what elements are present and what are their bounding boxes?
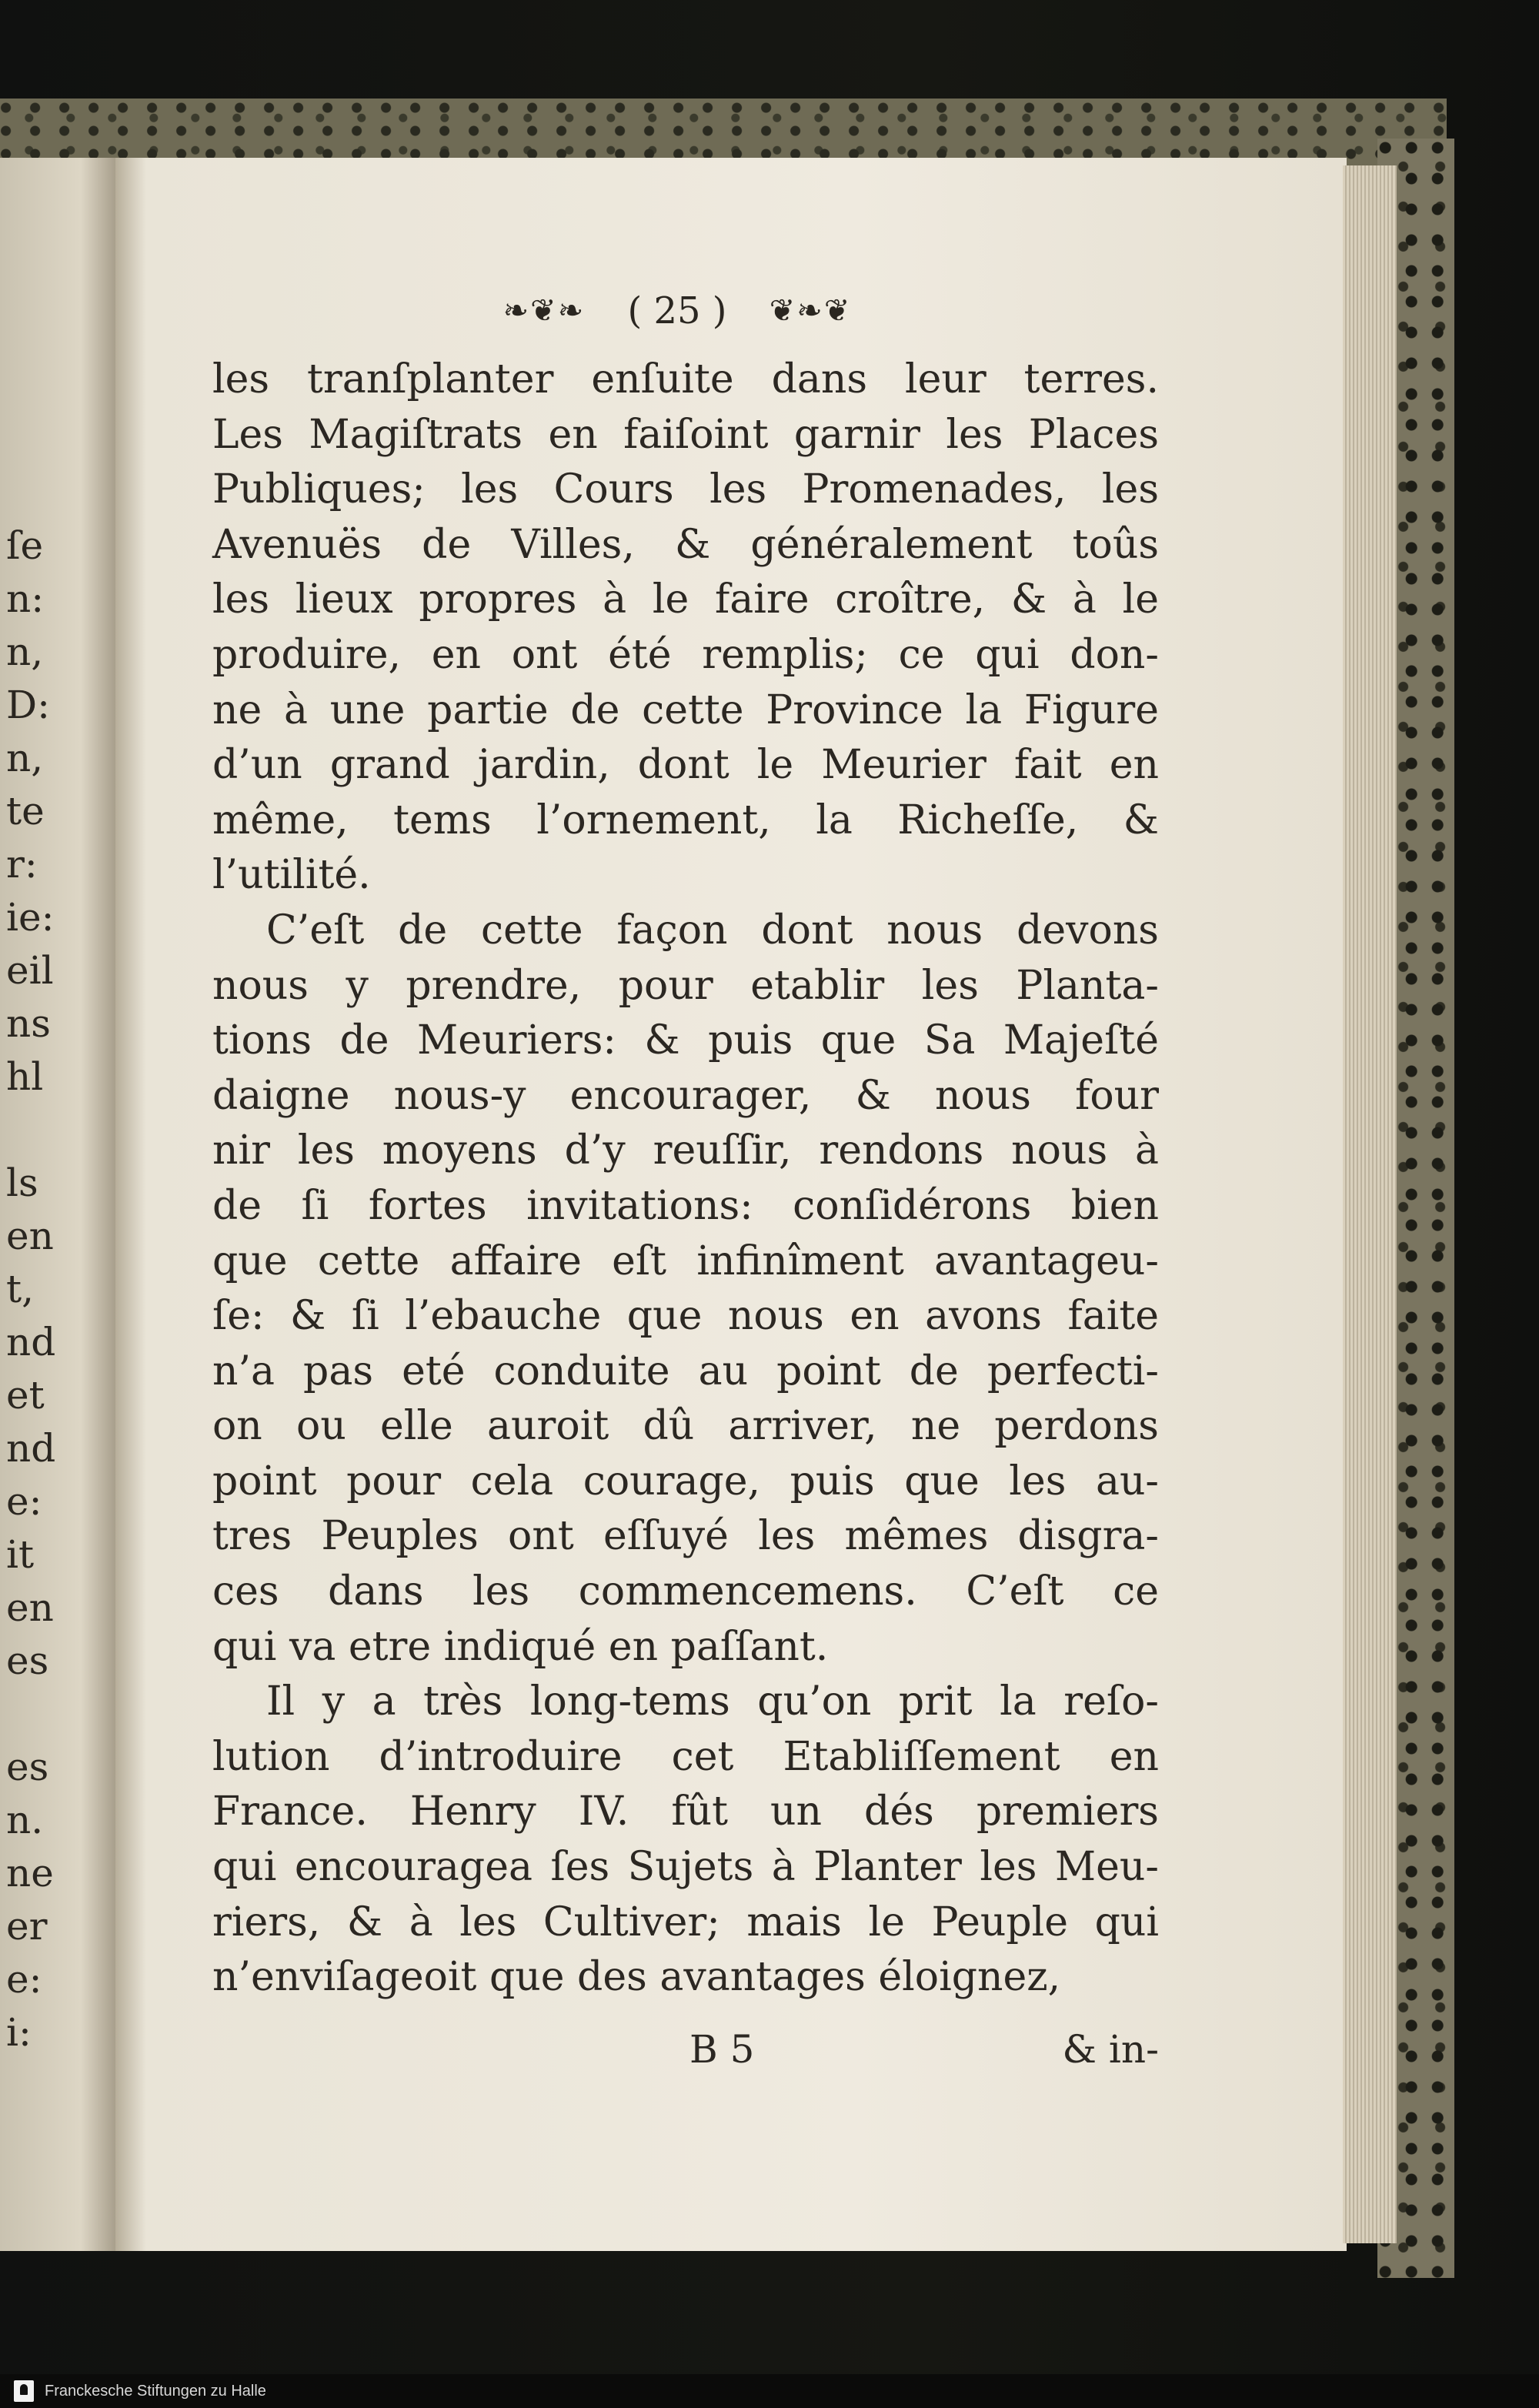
text-line: tres Peuples ont eſſuyé les mêmes disgra- [212, 1513, 1159, 1560]
left-page-fragment: es [6, 1638, 49, 1683]
left-page-fragment: it [6, 1532, 35, 1577]
text-line: France. Henry IV. fût un dés premiers [212, 1788, 1159, 1835]
left-page-fragment: n. [6, 1798, 44, 1842]
page-number: ( 25 ) [627, 289, 727, 332]
page-body-text [212, 352, 1159, 2006]
text-line: Publiques; les Cours les Promenades, les [212, 466, 1159, 513]
text-line: n’a pas eté conduite au point de perfecti- [212, 1348, 1159, 1394]
text-line: on ou elle auroit dû arriver, ne perdons [212, 1403, 1159, 1450]
left-page-fragment: ls [6, 1161, 38, 1205]
text-line: qui va etre indiqué en paſſant. [212, 1623, 829, 1670]
left-page-fragment: ns [6, 1001, 51, 1046]
left-page-fragment: en [6, 1214, 54, 1258]
left-page-fragment: t, [6, 1267, 34, 1311]
signature-mark: B 5 [689, 2027, 755, 2072]
text-line: d’un grand jardin, dont le Meurier fait en [212, 742, 1159, 789]
left-page-fragment: es [6, 1745, 49, 1789]
text-line: nous y prendre, pour etablir les Planta- [212, 962, 1159, 1009]
text-line: Les Magiſtrats en faiſoint garnir les Places [212, 411, 1159, 458]
header-right-ornament: ❦❧❦ [769, 292, 852, 329]
left-page-fragment [6, 1104, 52, 1157]
left-page-fragment: nd [6, 1320, 56, 1364]
left-page-fragment [6, 1688, 52, 1741]
text-line: daigne nous-y encourager, & nous four [212, 1072, 1159, 1119]
text-line: même, tems l’ornement, la Richeſſe, & [212, 797, 1159, 843]
text-line: riers, & à les Cultiver; mais le Peuple qui [212, 1899, 1159, 1945]
text-line: ſe: & ſi l’ebauche que nous en avons faite [212, 1293, 1159, 1340]
left-page-fragment: te [6, 789, 45, 833]
text-line: Avenuës de Villes, & généralement toûs [212, 521, 1159, 568]
text-line: ces dans les commencemens. C’eſt ce [212, 1568, 1159, 1615]
header-left-ornament: ❧❦❧ [502, 292, 586, 329]
text-line: C’eſt de cette façon dont nous devons [266, 907, 1159, 954]
page-fore-edge [1343, 165, 1397, 2243]
left-page-fragment: n: [6, 576, 45, 621]
left-page-fragment: er [6, 1904, 48, 1949]
left-page-fragment: ie: [6, 895, 55, 940]
left-page-fragment: n, [6, 736, 44, 780]
text-line: nir les moyens d’y reuſſir, rendons nous à [212, 1127, 1159, 1174]
text-line: de ſi fortes invitations: conſidérons bien [212, 1182, 1159, 1229]
footer-bar [0, 2374, 1539, 2408]
text-line: l’utilité. [212, 852, 371, 899]
page-header [462, 286, 893, 340]
left-page-fragment: r: [6, 842, 38, 887]
left-page-fragment: n, [6, 630, 44, 674]
text-line: produire, en ont été remplis; ce qui don- [212, 631, 1159, 678]
left-page-fragment: nd [6, 1426, 56, 1471]
left-page-fragment: ne [6, 1851, 54, 1895]
left-page-fragment: en [6, 1585, 54, 1630]
footer-bar-label: Franckesche Stiftungen zu Halle [45, 2383, 266, 2400]
text-line: lution d’introduire cet Etabliſſement en [212, 1733, 1159, 1780]
left-page-fragment: hl [6, 1054, 44, 1099]
text-line: que cette affaire eſt infinîment avantageu- [212, 1237, 1159, 1284]
left-page-fragment: e: [6, 1479, 42, 1524]
page-footer [212, 2027, 1159, 2081]
text-line: les tranſplanter enſuite dans leur terres. [212, 356, 1159, 402]
institution-logo-icon [14, 2380, 34, 2402]
text-line: les lieux propres à le faire croître, & à le [212, 576, 1159, 623]
left-page-fragment: D: [6, 683, 50, 727]
text-line: Il y a très long-tems qu’on prit la reſo- [266, 1678, 1159, 1725]
text-line: qui encouragea ſes Sujets à Planter les Meu- [212, 1844, 1159, 1891]
left-page-fragment: ſe [6, 523, 44, 568]
text-line: ne à une partie de cette Province la Figure [212, 686, 1159, 733]
left-page-fragments [6, 519, 56, 2059]
text-line: tions de Meuriers: & puis que Sa Majeſté [212, 1017, 1159, 1064]
text-line: point pour cela courage, puis que les au- [212, 1458, 1159, 1505]
left-page-fragment: i: [6, 2010, 32, 2055]
left-page-edge [0, 158, 115, 2251]
text-line: n’enviſageoit que des avantages éloignez, [212, 1954, 1061, 2001]
catchword: & in- [1062, 2027, 1159, 2072]
left-page-fragment: eil [6, 948, 54, 993]
left-page-fragment: et [6, 1373, 45, 1418]
left-page-fragment: e: [6, 1957, 42, 2002]
